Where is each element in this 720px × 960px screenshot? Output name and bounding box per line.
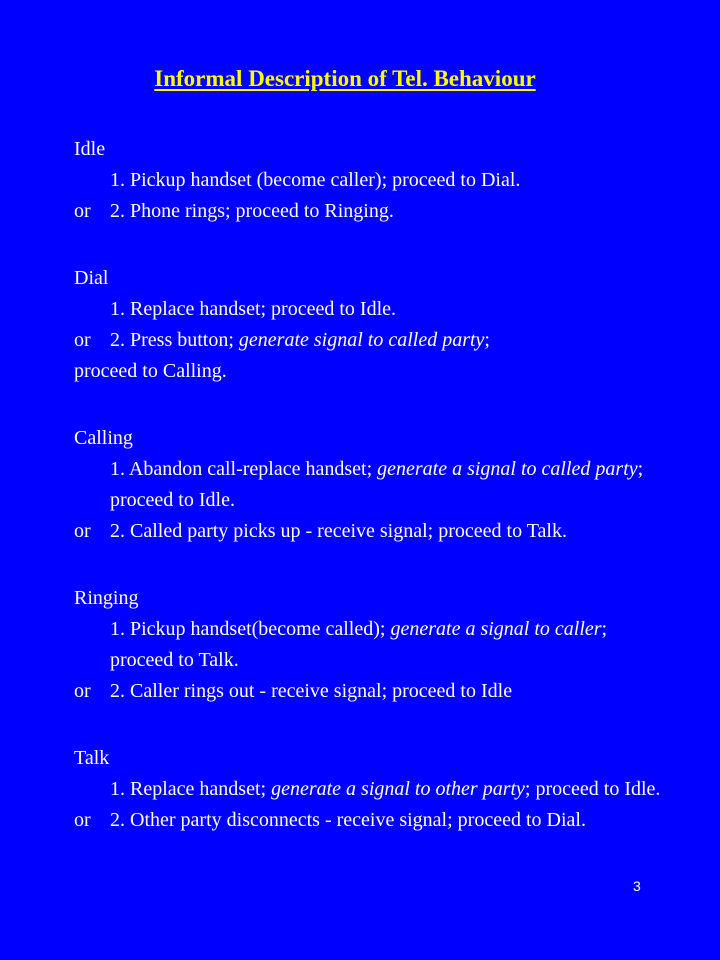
- ringing-option-1: [74, 614, 674, 676]
- text-span: 1. Pickup handset(become called);: [110, 618, 391, 640]
- calling-option-2-text: 2. Called party picks up - receive signal; proceed to Talk.: [110, 520, 567, 542]
- text-span: 1. Replace handset;: [110, 778, 272, 800]
- text-span: 1. Abandon call-replace handset;: [110, 458, 378, 480]
- text-span: 2. Press button;: [110, 329, 239, 351]
- talk-option-1: [74, 774, 674, 805]
- talk-option-2-text: 2. Other party disconnects - receive signal; proceed to Dial.: [110, 809, 586, 831]
- signal-text: generate signal to called party: [238, 329, 485, 351]
- page-number: 3: [633, 878, 641, 894]
- talk-option-2: [74, 805, 674, 836]
- state-descriptions: [74, 134, 674, 836]
- signal-text: generate a signal to called party: [377, 458, 638, 480]
- calling-option-1: [74, 454, 674, 516]
- dial-option-2-continuation: proceed to Calling.: [74, 360, 227, 382]
- ringing-option-2: [74, 676, 674, 707]
- or-label: or: [74, 680, 91, 702]
- text-span: ; proceed to Idle.: [110, 458, 644, 511]
- text-span: ;: [484, 329, 490, 351]
- state-calling: [74, 423, 674, 547]
- state-heading-dial: Dial: [74, 267, 109, 289]
- or-label: or: [74, 520, 91, 542]
- idle-option-2-text: 2. Phone rings; proceed to Ringing.: [110, 200, 394, 222]
- signal-text: generate a signal to other party: [271, 778, 525, 800]
- idle-option-2: [74, 196, 674, 227]
- dial-option-2: [74, 325, 674, 356]
- or-label: or: [74, 809, 91, 831]
- state-ringing: [74, 583, 674, 707]
- or-label: or: [74, 200, 91, 222]
- text-span: ; proceed to Talk.: [110, 618, 608, 671]
- text-span: ; proceed to Idle.: [524, 778, 661, 800]
- dial-option-2-text: [110, 325, 674, 356]
- state-heading-idle: Idle: [74, 138, 106, 160]
- signal-text: generate a signal to caller: [390, 618, 602, 640]
- calling-option-2: [74, 516, 674, 547]
- state-heading-calling: Calling: [74, 427, 133, 449]
- dial-option-1: 1. Replace handset; proceed to Idle.: [110, 298, 396, 320]
- state-heading-talk: Talk: [74, 747, 110, 769]
- ringing-option-2-text: 2. Caller rings out - receive signal; proceed to Idle: [110, 680, 513, 702]
- state-talk: [74, 743, 674, 836]
- idle-option-1: 1. Pickup handset (become caller); proceed to Dial.: [110, 169, 521, 191]
- or-label: or: [74, 329, 91, 351]
- state-idle: [74, 134, 674, 227]
- page-title: Informal Description of Tel. Behaviour: [154, 66, 536, 91]
- state-dial: [74, 263, 674, 387]
- state-heading-ringing: Ringing: [74, 587, 139, 609]
